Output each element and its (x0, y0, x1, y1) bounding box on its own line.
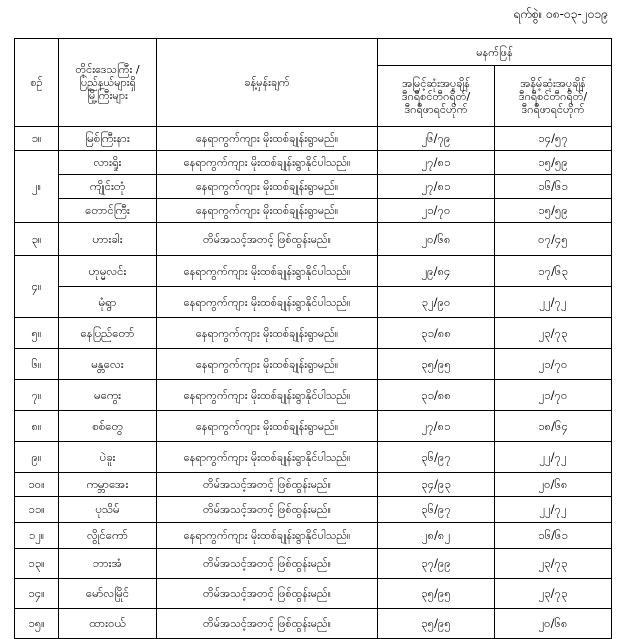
row-forecast: တိမ်အသင့်အတင့် ဖြစ်ထွန်းမည်။ (157, 223, 378, 256)
row-max-temp: ၃၂/၉၀ (378, 287, 495, 318)
row-max-temp: ၃၆/၉၇ (378, 442, 495, 473)
row-no: ၇။ (15, 380, 59, 411)
row-min-temp: ၁၅/၅၉ (495, 199, 612, 223)
row-max-temp: ၃၁/၈၈ (378, 318, 495, 349)
table-row (15, 411, 612, 442)
row-min-temp: ၁၈/၆၄ (495, 411, 612, 442)
row-city: မြစ်ကြီးနား (59, 127, 157, 151)
row-min-temp: ၁၆/၆၁ (495, 523, 612, 549)
row-no: ၅။ (15, 318, 59, 349)
header-min-line-2: ဒီဂရီစင်တီဂရိတ်/ (518, 89, 588, 103)
row-forecast: နေရာကွက်ကျား မိုးထစ်ချုန်းရွာမည်။ (157, 199, 378, 223)
row-forecast: နေရာကွက်ကျား မိုးထစ်ချုန်းရွာနိုင်ပါသည်။ (157, 380, 378, 411)
table-row (15, 579, 612, 609)
row-no: ၆။ (15, 349, 59, 380)
row-max-temp: ၂၈/၈၂ (378, 523, 495, 549)
table-row (15, 318, 612, 349)
row-no: ၉။ (15, 442, 59, 473)
table-row (15, 497, 612, 523)
table-row (15, 523, 612, 549)
row-forecast: တိမ်အသင့်အတင့် ဖြစ်ထွန်းမည်။ (157, 549, 378, 579)
row-forecast: တိမ်အသင့်အတင့် ဖြစ်ထွန်းမည်။ (157, 579, 378, 609)
row-max-temp: ၃၅/၉၅ (378, 349, 495, 380)
row-min-temp: ၂၁/၇၀ (495, 380, 612, 411)
header-max-temp (378, 66, 495, 127)
row-no: ၄။ (15, 256, 59, 318)
row-max-temp: ၂၇/၈၁ (378, 411, 495, 442)
row-city: မော်လမြိုင် (59, 579, 157, 609)
row-min-temp: ၂၁/၇၀ (495, 349, 612, 380)
row-forecast: နေရာကွက်ကျား မိုးထစ်ချုန်းရွာမည်။ (157, 318, 378, 349)
row-min-temp: ၁၄/၅၇ (495, 127, 612, 151)
row-max-temp: ၃၁/၈၈ (378, 380, 495, 411)
row-forecast: တိမ်အသင့်အတင့် ဖြစ်ထွန်းမည်။ (157, 497, 378, 523)
row-no: ၁။ (15, 127, 59, 151)
row-forecast: နေရာကွက်ကျား မိုးထစ်ချုန်းရွာနိုင်ပါသည်။ (157, 151, 378, 175)
table-row (15, 473, 612, 497)
row-max-temp: ၂၉/၈၄ (378, 256, 495, 287)
row-forecast: တိမ်အသင့်အတင့် ဖြစ်ထွန်းမည်။ (157, 609, 378, 639)
row-city: ပဲခူး (59, 442, 157, 473)
row-city: နေပြည်တော် (59, 318, 157, 349)
row-forecast: နေရာကွက်ကျား မိုးထစ်ချုန်းရွာမည်။ (157, 349, 378, 380)
row-city: ဟုမ္မလင်း (59, 256, 157, 287)
row-city: ထားဝယ် (59, 609, 157, 639)
row-no: ၁၀။ (15, 473, 59, 497)
row-max-temp: ၃၅/၉၅ (378, 579, 495, 609)
row-max-temp: ၃၇/၉၉ (378, 549, 495, 579)
row-max-temp: ၃၆/၉၇ (378, 497, 495, 523)
table-row (15, 256, 612, 287)
header-temperature: မနက်ဖြန် (378, 39, 612, 66)
header-no: စဉ် (15, 39, 59, 127)
row-forecast: နေရာကွက်ကျား မိုးထစ်ချုန်းရွာနိုင်ပါသည်။ (157, 256, 378, 287)
row-min-temp: ၂၂/၇၂ (495, 442, 612, 473)
row-min-temp: ၂၀/၆၈ (495, 609, 612, 639)
row-forecast: နေရာကွက်ကျား မိုးထစ်ချုန်းရွာမည်။ (157, 127, 378, 151)
row-min-temp: ၁၅/၅၉ (495, 151, 612, 175)
row-min-temp: ၂၀/၆၈ (495, 473, 612, 497)
row-max-temp: ၃၅/၉၅ (378, 609, 495, 639)
row-city: မကွေး (59, 380, 157, 411)
row-min-temp: ၂၃/၇၃ (495, 579, 612, 609)
row-city: လားရှိုး (59, 151, 157, 175)
row-no: ၁၄။ (15, 579, 59, 609)
row-no: ၁၁။ (15, 497, 59, 523)
row-max-temp: ၂၆/၇၉ (378, 127, 495, 151)
row-min-temp: ၂၂/၇၂ (495, 497, 612, 523)
row-no: ၈။ (15, 411, 59, 442)
table-row (15, 287, 612, 318)
row-city: ပုသိမ် (59, 497, 157, 523)
row-city: ဟားခါး (59, 223, 157, 256)
row-forecast: တိမ်အသင့်အတင့် ဖြစ်ထွန်းမည်။ (157, 473, 378, 497)
row-min-temp: ၁၆/၆၁ (495, 175, 612, 199)
header-forecast: ခန့်မှန်းချက် (157, 39, 378, 127)
row-max-temp: ၂၀/၆၈ (378, 223, 495, 256)
row-city: စစ်တွေ (59, 411, 157, 442)
row-forecast: နေရာကွက်ကျား မိုးထစ်ချုန်းရွာမည်။ (157, 411, 378, 442)
row-no: ၁၂။ (15, 523, 59, 549)
row-city: တောင်ကြီး (59, 199, 157, 223)
row-forecast: နေရာကွက်ကျား မိုးထစ်ချုန်းရွာမည်။ (157, 175, 378, 199)
table-row (15, 127, 612, 151)
table-row (15, 380, 612, 411)
header-min-line-1: အနိမ့်ဆုံးအပူချိန် (520, 76, 586, 90)
table-row (15, 442, 612, 473)
row-min-temp: ၁၇/၆၃ (495, 256, 612, 287)
table-row (15, 549, 612, 579)
row-no: ၂။ (15, 151, 59, 223)
row-city: ဘားအံ (59, 549, 157, 579)
report-date: ရက်စွဲ။ ၀၈-၀၃-၂၀၁၉ (513, 7, 608, 21)
row-min-temp: ၂၂/၇၂ (495, 287, 612, 318)
table-row (15, 223, 612, 256)
header-region (59, 39, 157, 127)
row-no: ၃။ (15, 223, 59, 256)
table-row (15, 175, 612, 199)
row-min-temp: ၀၇/၄၅ (495, 223, 612, 256)
header-min-temp (495, 66, 612, 127)
table-row (15, 199, 612, 223)
row-forecast: နေရာကွက်ကျား မိုးထစ်ချုန်းရွာနိုင်ပါသည်။ (157, 442, 378, 473)
header-min-line-3: ဒီဂရီဖာရင်ဟိုက် (521, 102, 585, 116)
row-max-temp: ၂၁/၇၀ (378, 199, 495, 223)
row-no: ၁၅။ (15, 609, 59, 639)
header-region-line-3: မြို့ကြီးများ (87, 89, 128, 102)
forecast-table (14, 38, 612, 639)
row-max-temp: ၂၇/၈၁ (378, 175, 495, 199)
row-city: လွိုင်ကော် (59, 523, 157, 549)
row-forecast: နေရာကွက်ကျား မိုးထစ်ချုန်းရွာနိုင်ပါသည်။ (157, 287, 378, 318)
row-min-temp: ၂၃/၇၃ (495, 549, 612, 579)
row-max-temp: ၂၇/၈၁ (378, 151, 495, 175)
row-max-temp: ၃၄/၉၃ (378, 473, 495, 497)
row-forecast: နေရာကွက်ကျား မိုးထစ်ချုန်းရွာနိုင်ပါသည်။ (157, 523, 378, 549)
header-region-line-1: တိုင်းဒေသကြီး / (75, 63, 140, 76)
row-city: မန္တလေး (59, 349, 157, 380)
header-region-line-2: ပြည်နယ်များရှိ (79, 76, 136, 89)
header-max-line-3: ဒီဂရီဖာရင်ဟိုက် (404, 102, 468, 116)
row-no: ၁၃။ (15, 549, 59, 579)
row-min-temp: ၂၃/၇၃ (495, 318, 612, 349)
row-city: ကမ္ဘာအေး (59, 473, 157, 497)
header-max-line-1: အမြင့်ဆုံးအပူချိန် (402, 76, 470, 90)
table-row (15, 151, 612, 175)
row-city: မုံရွာ (59, 287, 157, 318)
header-max-line-2: ဒီဂရီစင်တီဂရိတ်/ (401, 89, 471, 103)
row-city: ကျိုင်းတုံ (59, 175, 157, 199)
table-row (15, 349, 612, 380)
